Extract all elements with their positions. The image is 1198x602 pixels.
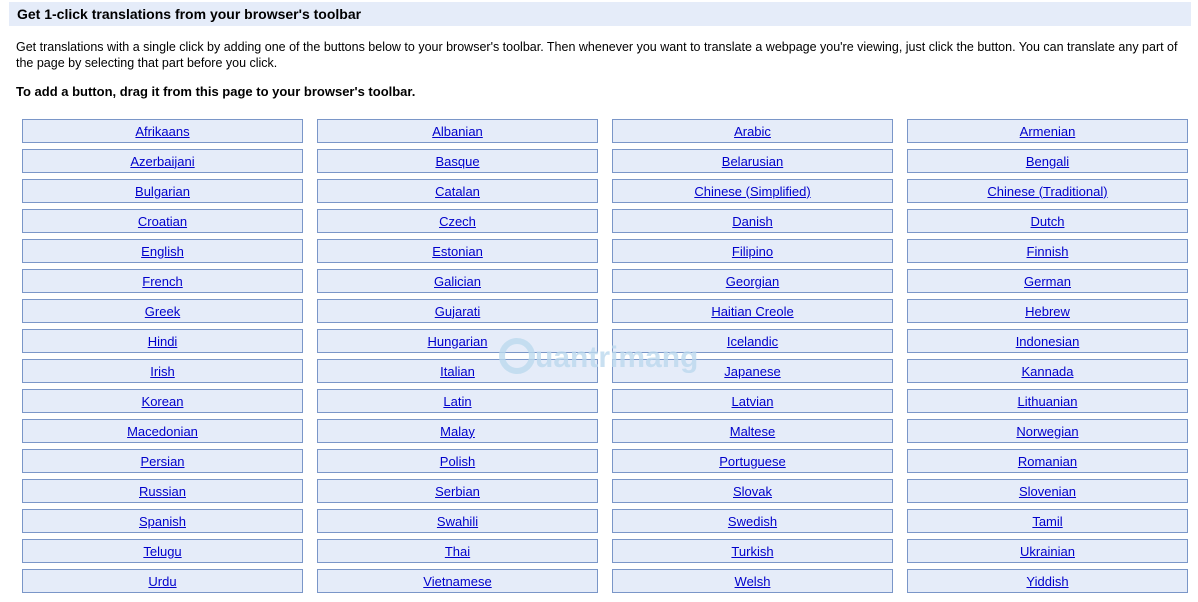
translate-button-german[interactable]: German <box>907 269 1188 293</box>
intro-paragraph: Get translations with a single click by adding one of the buttons below to your browser's toolbar. Then whenever you want to translate a webpage you're viewing, just click the button. You can translate any part of the page by selecting that part before you click. <box>16 40 1178 70</box>
translate-button-hindi[interactable]: Hindi <box>22 329 303 353</box>
translate-button-persian[interactable]: Persian <box>22 449 303 473</box>
translate-button-russian[interactable]: Russian <box>22 479 303 503</box>
translate-button-bulgarian[interactable]: Bulgarian <box>22 179 303 203</box>
translate-button-latin[interactable]: Latin <box>317 389 598 413</box>
translate-button-polish[interactable]: Polish <box>317 449 598 473</box>
translate-button-maltese[interactable]: Maltese <box>612 419 893 443</box>
translate-button-greek[interactable]: Greek <box>22 299 303 323</box>
translate-button-chinese-simplified[interactable]: Chinese (Simplified) <box>612 179 893 203</box>
translate-button-dutch[interactable]: Dutch <box>907 209 1188 233</box>
translate-button-urdu[interactable]: Urdu <box>22 569 303 593</box>
translate-button-indonesian[interactable]: Indonesian <box>907 329 1188 353</box>
translate-button-basque[interactable]: Basque <box>317 149 598 173</box>
translate-button-vietnamese[interactable]: Vietnamese <box>317 569 598 593</box>
translate-button-croatian[interactable]: Croatian <box>22 209 303 233</box>
translate-button-armenian[interactable]: Armenian <box>907 119 1188 143</box>
translate-button-kannada[interactable]: Kannada <box>907 359 1188 383</box>
translate-button-filipino[interactable]: Filipino <box>612 239 893 263</box>
translate-button-french[interactable]: French <box>22 269 303 293</box>
translate-button-malay[interactable]: Malay <box>317 419 598 443</box>
translate-button-romanian[interactable]: Romanian <box>907 449 1188 473</box>
translate-button-italian[interactable]: Italian <box>317 359 598 383</box>
translate-button-icelandic[interactable]: Icelandic <box>612 329 893 353</box>
translate-button-estonian[interactable]: Estonian <box>317 239 598 263</box>
translate-button-chinese-traditional[interactable]: Chinese (Traditional) <box>907 179 1188 203</box>
translate-button-ukrainian[interactable]: Ukrainian <box>907 539 1188 563</box>
translate-button-yiddish[interactable]: Yiddish <box>907 569 1188 593</box>
translate-button-tamil[interactable]: Tamil <box>907 509 1188 533</box>
translate-button-korean[interactable]: Korean <box>22 389 303 413</box>
translate-button-norwegian[interactable]: Norwegian <box>907 419 1188 443</box>
translate-button-slovak[interactable]: Slovak <box>612 479 893 503</box>
translate-button-swahili[interactable]: Swahili <box>317 509 598 533</box>
section-header <box>9 2 1191 26</box>
translate-button-arabic[interactable]: Arabic <box>612 119 893 143</box>
translate-button-danish[interactable]: Danish <box>612 209 893 233</box>
translate-button-bengali[interactable]: Bengali <box>907 149 1188 173</box>
translate-button-slovenian[interactable]: Slovenian <box>907 479 1188 503</box>
translate-button-english[interactable]: English <box>22 239 303 263</box>
page-title: Get 1-click translations from your browser's toolbar <box>17 6 362 22</box>
translate-button-haitian-creole[interactable]: Haitian Creole <box>612 299 893 323</box>
translate-button-hebrew[interactable]: Hebrew <box>907 299 1188 323</box>
translate-button-telugu[interactable]: Telugu <box>22 539 303 563</box>
translate-button-swedish[interactable]: Swedish <box>612 509 893 533</box>
language-button-grid <box>22 119 1190 593</box>
translate-button-georgian[interactable]: Georgian <box>612 269 893 293</box>
translate-button-japanese[interactable]: Japanese <box>612 359 893 383</box>
translate-button-thai[interactable]: Thai <box>317 539 598 563</box>
translate-button-belarusian[interactable]: Belarusian <box>612 149 893 173</box>
translate-button-lithuanian[interactable]: Lithuanian <box>907 389 1188 413</box>
translate-button-catalan[interactable]: Catalan <box>317 179 598 203</box>
translate-button-serbian[interactable]: Serbian <box>317 479 598 503</box>
translate-button-macedonian[interactable]: Macedonian <box>22 419 303 443</box>
translate-button-hungarian[interactable]: Hungarian <box>317 329 598 353</box>
svg-text:uantrimang: uantrimang <box>535 341 699 374</box>
translate-button-finnish[interactable]: Finnish <box>907 239 1188 263</box>
translate-button-latvian[interactable]: Latvian <box>612 389 893 413</box>
translate-button-czech[interactable]: Czech <box>317 209 598 233</box>
drag-instruction: To add a button, drag it from this page to your browser's toolbar. <box>16 84 416 99</box>
translate-button-galician[interactable]: Galician <box>317 269 598 293</box>
translate-button-gujarati[interactable]: Gujarati <box>317 299 598 323</box>
translate-button-spanish[interactable]: Spanish <box>22 509 303 533</box>
translate-button-afrikaans[interactable]: Afrikaans <box>22 119 303 143</box>
translate-button-albanian[interactable]: Albanian <box>317 119 598 143</box>
translate-button-welsh[interactable]: Welsh <box>612 569 893 593</box>
translate-button-azerbaijani[interactable]: Azerbaijani <box>22 149 303 173</box>
translate-button-portuguese[interactable]: Portuguese <box>612 449 893 473</box>
translate-button-irish[interactable]: Irish <box>22 359 303 383</box>
translate-button-turkish[interactable]: Turkish <box>612 539 893 563</box>
